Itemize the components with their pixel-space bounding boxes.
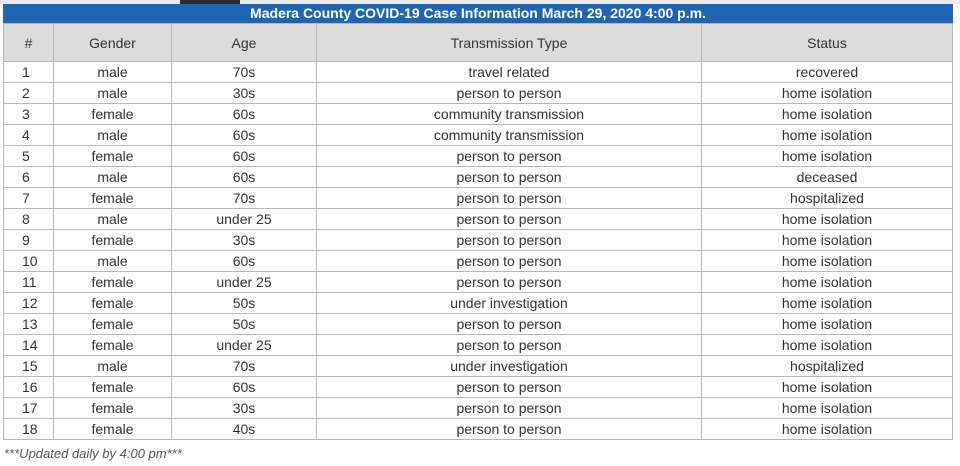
case-number: 13	[4, 314, 54, 335]
case-number: 4	[4, 125, 54, 146]
case-number: 14	[4, 335, 54, 356]
transmission-type-cell: person to person	[317, 272, 702, 293]
status-cell: home isolation	[702, 209, 953, 230]
status-cell: home isolation	[702, 335, 953, 356]
gender-cell: female	[54, 419, 172, 440]
table-row	[4, 251, 953, 272]
table-row	[4, 335, 953, 356]
gender-cell: female	[54, 146, 172, 167]
status-cell: deceased	[702, 167, 953, 188]
table-row	[4, 167, 953, 188]
status-cell: home isolation	[702, 83, 953, 104]
gender-cell: male	[54, 62, 172, 83]
case-number: 16	[4, 377, 54, 398]
case-number: 5	[4, 146, 54, 167]
status-cell: home isolation	[702, 146, 953, 167]
status-cell: home isolation	[702, 125, 953, 146]
gender-cell: female	[54, 272, 172, 293]
status-cell: home isolation	[702, 377, 953, 398]
table-row	[4, 377, 953, 398]
age-cell: 50s	[172, 314, 317, 335]
gender-cell: female	[54, 377, 172, 398]
column-header-status: Status	[702, 24, 953, 62]
table-header-row	[4, 24, 953, 62]
age-cell: 50s	[172, 293, 317, 314]
case-number: 1	[4, 62, 54, 83]
status-cell: recovered	[702, 62, 953, 83]
table-row	[4, 62, 953, 83]
table-row	[4, 293, 953, 314]
age-cell: 40s	[172, 419, 317, 440]
age-cell: under 25	[172, 209, 317, 230]
column-header-age: Age	[172, 24, 317, 62]
gender-cell: female	[54, 104, 172, 125]
transmission-type-cell: person to person	[317, 167, 702, 188]
status-cell: home isolation	[702, 398, 953, 419]
case-number: 10	[4, 251, 54, 272]
case-number: 15	[4, 356, 54, 377]
case-number: 12	[4, 293, 54, 314]
case-number: 3	[4, 104, 54, 125]
case-number: 18	[4, 419, 54, 440]
status-cell: hospitalized	[702, 188, 953, 209]
age-cell: 30s	[172, 398, 317, 419]
column-header-number: #	[4, 24, 54, 62]
gender-cell: male	[54, 167, 172, 188]
footnote: ***Updated daily by 4:00 pm***	[4, 446, 182, 461]
status-cell: home isolation	[702, 104, 953, 125]
transmission-type-cell: under investigation	[317, 356, 702, 377]
table-row	[4, 104, 953, 125]
gender-cell: male	[54, 209, 172, 230]
transmission-type-cell: person to person	[317, 83, 702, 104]
transmission-type-cell: person to person	[317, 209, 702, 230]
age-cell: 60s	[172, 104, 317, 125]
column-header-gender: Gender	[54, 24, 172, 62]
age-cell: under 25	[172, 335, 317, 356]
gender-cell: female	[54, 314, 172, 335]
gender-cell: male	[54, 83, 172, 104]
gender-cell: female	[54, 188, 172, 209]
case-number: 7	[4, 188, 54, 209]
status-cell: hospitalized	[702, 356, 953, 377]
age-cell: 60s	[172, 146, 317, 167]
status-cell: home isolation	[702, 251, 953, 272]
table-row	[4, 146, 953, 167]
age-cell: 70s	[172, 62, 317, 83]
status-cell: home isolation	[702, 419, 953, 440]
transmission-type-cell: travel related	[317, 62, 702, 83]
table-row	[4, 188, 953, 209]
transmission-type-cell: community transmission	[317, 125, 702, 146]
table-row	[4, 272, 953, 293]
age-cell: 70s	[172, 356, 317, 377]
case-table	[3, 4, 953, 440]
transmission-type-cell: community transmission	[317, 104, 702, 125]
case-number: 11	[4, 272, 54, 293]
status-cell: home isolation	[702, 272, 953, 293]
age-cell: 60s	[172, 377, 317, 398]
age-cell: 60s	[172, 251, 317, 272]
status-cell: home isolation	[702, 293, 953, 314]
age-cell: 60s	[172, 167, 317, 188]
case-number: 6	[4, 167, 54, 188]
column-header-transmission-type: Transmission Type	[317, 24, 702, 62]
gender-cell: male	[54, 356, 172, 377]
case-number: 8	[4, 209, 54, 230]
gender-cell: female	[54, 335, 172, 356]
table-row	[4, 125, 953, 146]
age-cell: 70s	[172, 188, 317, 209]
status-cell: home isolation	[702, 230, 953, 251]
case-number: 17	[4, 398, 54, 419]
transmission-type-cell: under investigation	[317, 293, 702, 314]
gender-cell: female	[54, 398, 172, 419]
transmission-type-cell: person to person	[317, 188, 702, 209]
age-cell: 60s	[172, 125, 317, 146]
transmission-type-cell: person to person	[317, 146, 702, 167]
transmission-type-cell: person to person	[317, 335, 702, 356]
table-row	[4, 230, 953, 251]
case-number: 2	[4, 83, 54, 104]
gender-cell: female	[54, 293, 172, 314]
transmission-type-cell: person to person	[317, 251, 702, 272]
table-row	[4, 419, 953, 440]
gender-cell: female	[54, 230, 172, 251]
table-title: Madera County COVID-19 Case Information March 29, 2020 4:00 p.m.	[3, 4, 953, 23]
age-cell: 30s	[172, 230, 317, 251]
table-row	[4, 83, 953, 104]
table-row	[4, 209, 953, 230]
transmission-type-cell: person to person	[317, 230, 702, 251]
age-cell: under 25	[172, 272, 317, 293]
case-number: 9	[4, 230, 54, 251]
status-cell: home isolation	[702, 314, 953, 335]
table-body	[4, 62, 953, 440]
gender-cell: male	[54, 251, 172, 272]
table-row	[4, 314, 953, 335]
transmission-type-cell: person to person	[317, 398, 702, 419]
transmission-type-cell: person to person	[317, 314, 702, 335]
transmission-type-cell: person to person	[317, 419, 702, 440]
table-row	[4, 356, 953, 377]
age-cell: 30s	[172, 83, 317, 104]
transmission-type-cell: person to person	[317, 377, 702, 398]
gender-cell: male	[54, 125, 172, 146]
table-row	[4, 398, 953, 419]
